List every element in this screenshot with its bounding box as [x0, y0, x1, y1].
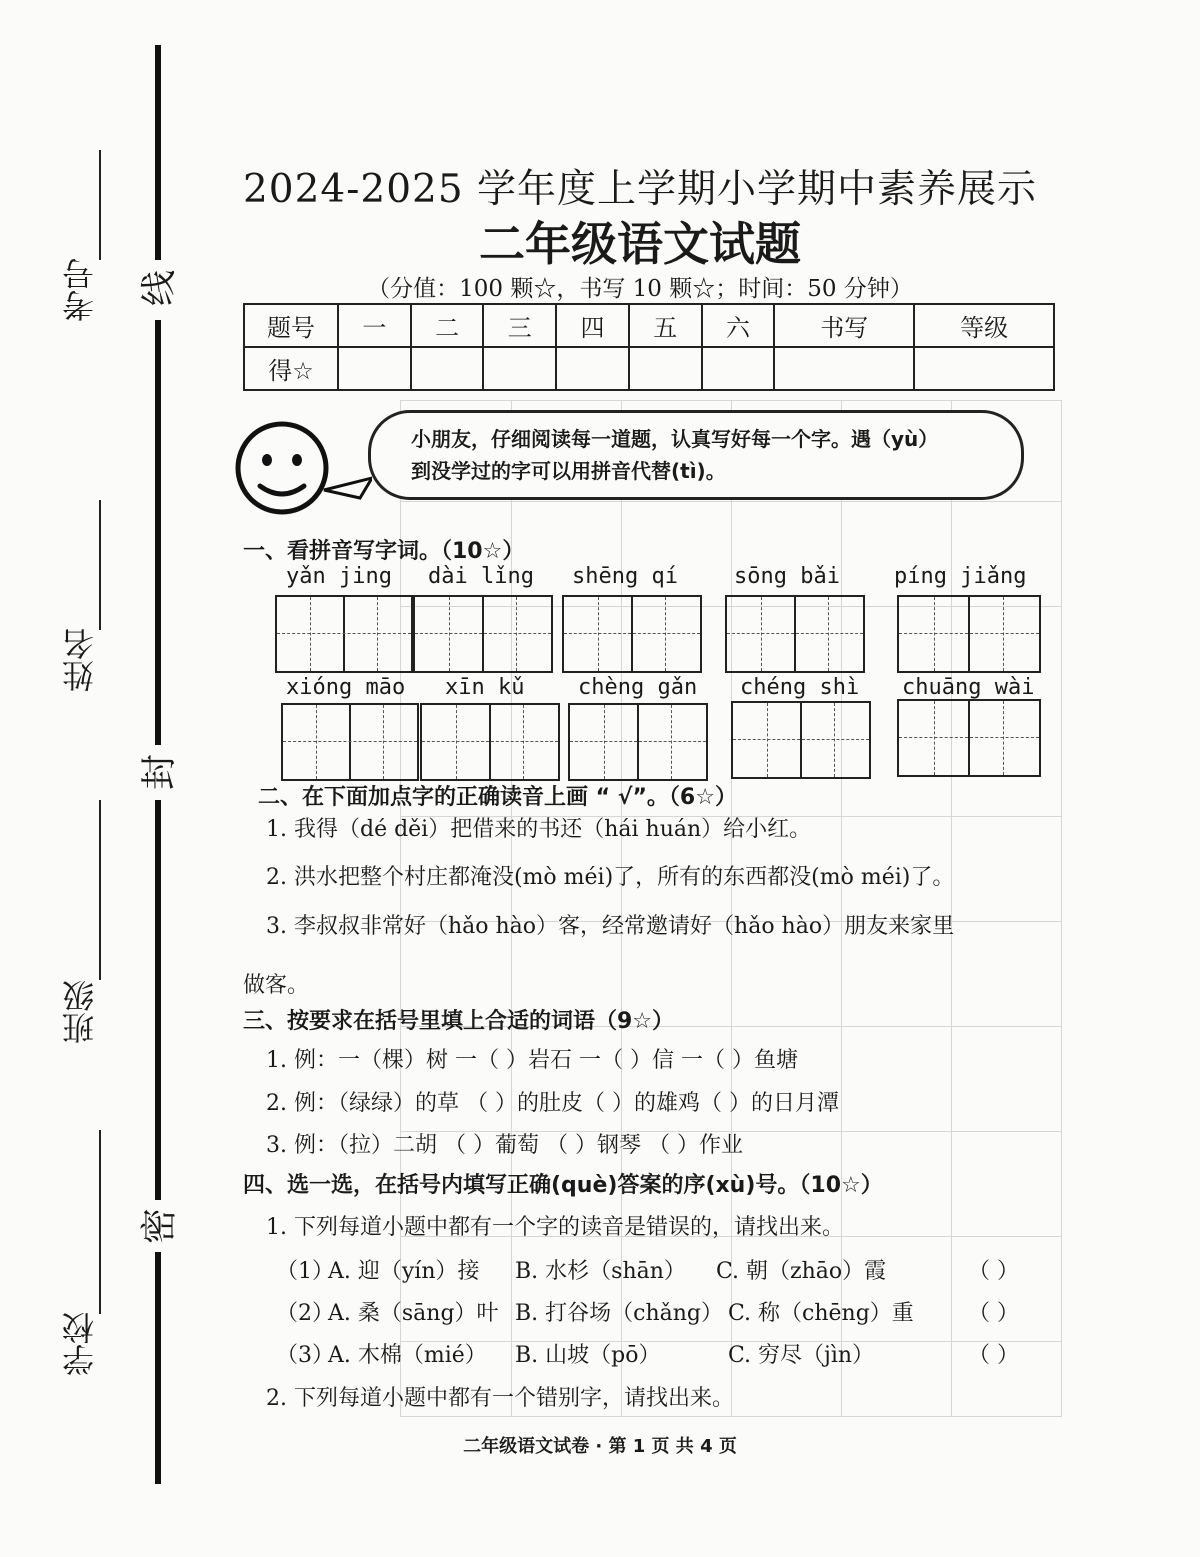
score-header-cell: 三 [483, 304, 556, 347]
seal-char-line: 线 [139, 270, 180, 307]
section2-question3-continued: 做客。 [243, 973, 310, 998]
choice-a[interactable]: A. 桑（sāng）叶 [328, 1301, 499, 1326]
score-header-cell: 四 [556, 304, 629, 347]
score-cell[interactable] [629, 347, 702, 390]
school-underline [99, 1130, 101, 1314]
class-label: 班级 [61, 980, 99, 1044]
choice-number: （1） [276, 1259, 334, 1284]
section2-question2: 2. 洪水把整个村庄都淹没(mò méi)了，所有的东西都没(mò méi)了。 [266, 865, 955, 890]
exam-number-underline [99, 150, 101, 260]
score-header-cell: 一 [338, 304, 411, 347]
writing-box[interactable] [725, 595, 865, 673]
score-row-label: 得☆ [244, 347, 338, 390]
choice-b[interactable]: B. 水杉（shān） [515, 1259, 686, 1284]
score-cell[interactable] [411, 347, 484, 390]
score-header-cell: 二 [411, 304, 484, 347]
score-header-cell: 等级 [914, 304, 1054, 347]
score-cell[interactable] [338, 347, 411, 390]
section2-question1: 1. 我得（dé děi）把借来的书还（hái huán）给小红。 [266, 817, 812, 842]
writing-box[interactable] [420, 703, 560, 781]
seal-line-upper [155, 320, 161, 745]
score-cell[interactable] [556, 347, 629, 390]
choice-a[interactable]: A. 迎（yín）接 [328, 1259, 480, 1284]
seal-char-seal: 封 [139, 754, 180, 791]
writing-box[interactable] [281, 703, 419, 781]
section4-sub1: 1. 下列每道小题中都有一个字的读音是错误的，请找出来。 [266, 1215, 844, 1240]
instruction-line2: 到没学过的字可以用拼音代替(tì)。 [411, 459, 726, 483]
pinyin-prompt: píng jiǎng [894, 564, 1027, 589]
writing-box[interactable] [897, 699, 1041, 777]
score-header-cell: 五 [629, 304, 702, 347]
writing-box[interactable] [562, 595, 702, 673]
score-table-score-row [244, 347, 1054, 390]
choice-b[interactable]: B. 打谷场（chǎng） [515, 1301, 724, 1326]
choice-number: （3） [276, 1343, 334, 1368]
writing-box[interactable] [897, 595, 1041, 673]
seal-char-secret: 密 [139, 1208, 180, 1245]
score-cell[interactable] [774, 347, 914, 390]
pinyin-prompt: xīn kǔ [445, 675, 525, 700]
section4-sub2: 2. 下列每道小题中都有一个错别字，请找出来。 [266, 1386, 734, 1411]
score-cell[interactable] [483, 347, 556, 390]
choice-b[interactable]: B. 山坡（pō） [515, 1343, 661, 1368]
score-cell[interactable] [702, 347, 775, 390]
score-header-cell: 六 [702, 304, 775, 347]
section2-heading: 二、在下面加点字的正确读音上画 “ √”。（6☆） [258, 785, 737, 810]
score-table-header-row [244, 304, 1054, 347]
exam-subtitle: （分值：100 颗☆，书写 10 颗☆；时间：50 分钟） [367, 276, 913, 302]
exam-number-label: 考号 [61, 258, 99, 322]
choice-a[interactable]: A. 木棉（mié） [328, 1343, 487, 1368]
writing-box[interactable] [568, 703, 708, 781]
instruction-line1: 小朋友，仔细阅读每一道题，认真写好每一个字。遇（yù） [411, 427, 939, 451]
section4-heading: 四、选一选，在括号内填写正确(què)答案的序(xù)号。（10☆） [243, 1173, 883, 1198]
choice-number: （2） [276, 1301, 334, 1326]
score-header-cell: 题号 [244, 304, 338, 347]
writing-box[interactable] [731, 701, 871, 779]
score-header-cell: 书写 [774, 304, 914, 347]
score-cell[interactable] [914, 347, 1054, 390]
section2-question3: 3. 李叔叔非常好（hǎo hào）客，经常邀请好（hǎo hào）朋友来家里 [266, 914, 955, 939]
pinyin-prompt: sōng bǎi [734, 564, 840, 589]
pinyin-prompt: shēng qí [572, 564, 678, 589]
class-underline [99, 800, 101, 980]
writing-box[interactable] [275, 595, 413, 673]
seal-line-lower [155, 800, 161, 1200]
smiley-face-icon [232, 418, 372, 528]
answer-blank[interactable]: （ ） [968, 1259, 1019, 1284]
choice-c[interactable]: C. 称（chēng）重 [728, 1301, 914, 1326]
pinyin-prompt: yǎn jing [286, 564, 392, 589]
school-label: 学校 [61, 1312, 99, 1376]
choice-c[interactable]: C. 穷尽（jìn） [728, 1343, 875, 1368]
name-label: 姓名 [61, 628, 99, 692]
exam-title-line1: 2024-2025 学年度上学期小学期中素养展示 [242, 167, 1038, 212]
pinyin-prompt: dài lǐng [428, 564, 534, 589]
section3-question3: 3. 例：（拉）二胡 （ ）葡萄 （ ）钢琴 （ ）作业 [266, 1133, 743, 1158]
choice-c[interactable]: C. 朝（zhāo）霞 [716, 1259, 887, 1284]
instruction-bubble [368, 410, 1024, 500]
pinyin-prompt: chèng gǎn [578, 675, 698, 700]
seal-line-top [155, 45, 161, 260]
score-table [243, 303, 1055, 391]
pinyin-prompt: chuāng wài [902, 675, 1035, 700]
name-underline [99, 500, 101, 630]
writing-box[interactable] [413, 595, 553, 673]
section3-question1: 1. 例：一（棵）树 一（ ）岩石 一（ ）信 一（ ）鱼塘 [266, 1048, 798, 1073]
answer-blank[interactable]: （ ） [968, 1343, 1019, 1368]
exam-title-line2: 二年级语文试题 [479, 217, 801, 271]
section3-question2: 2. 例：（绿绿）的草 （ ）的肚皮（ ）的雄鸡（ ）的日月潭 [266, 1091, 839, 1116]
answer-blank[interactable]: （ ） [968, 1301, 1019, 1326]
pinyin-prompt: chéng shì [740, 675, 860, 700]
pinyin-prompt: xióng māo [286, 675, 406, 700]
page-footer: 二年级语文试卷 · 第 1 页 共 4 页 [463, 1436, 737, 1457]
section3-heading: 三、按要求在括号里填上合适的词语（9☆） [243, 1009, 675, 1034]
section1-heading: 一、看拼音写字词。（10☆） [243, 539, 525, 564]
